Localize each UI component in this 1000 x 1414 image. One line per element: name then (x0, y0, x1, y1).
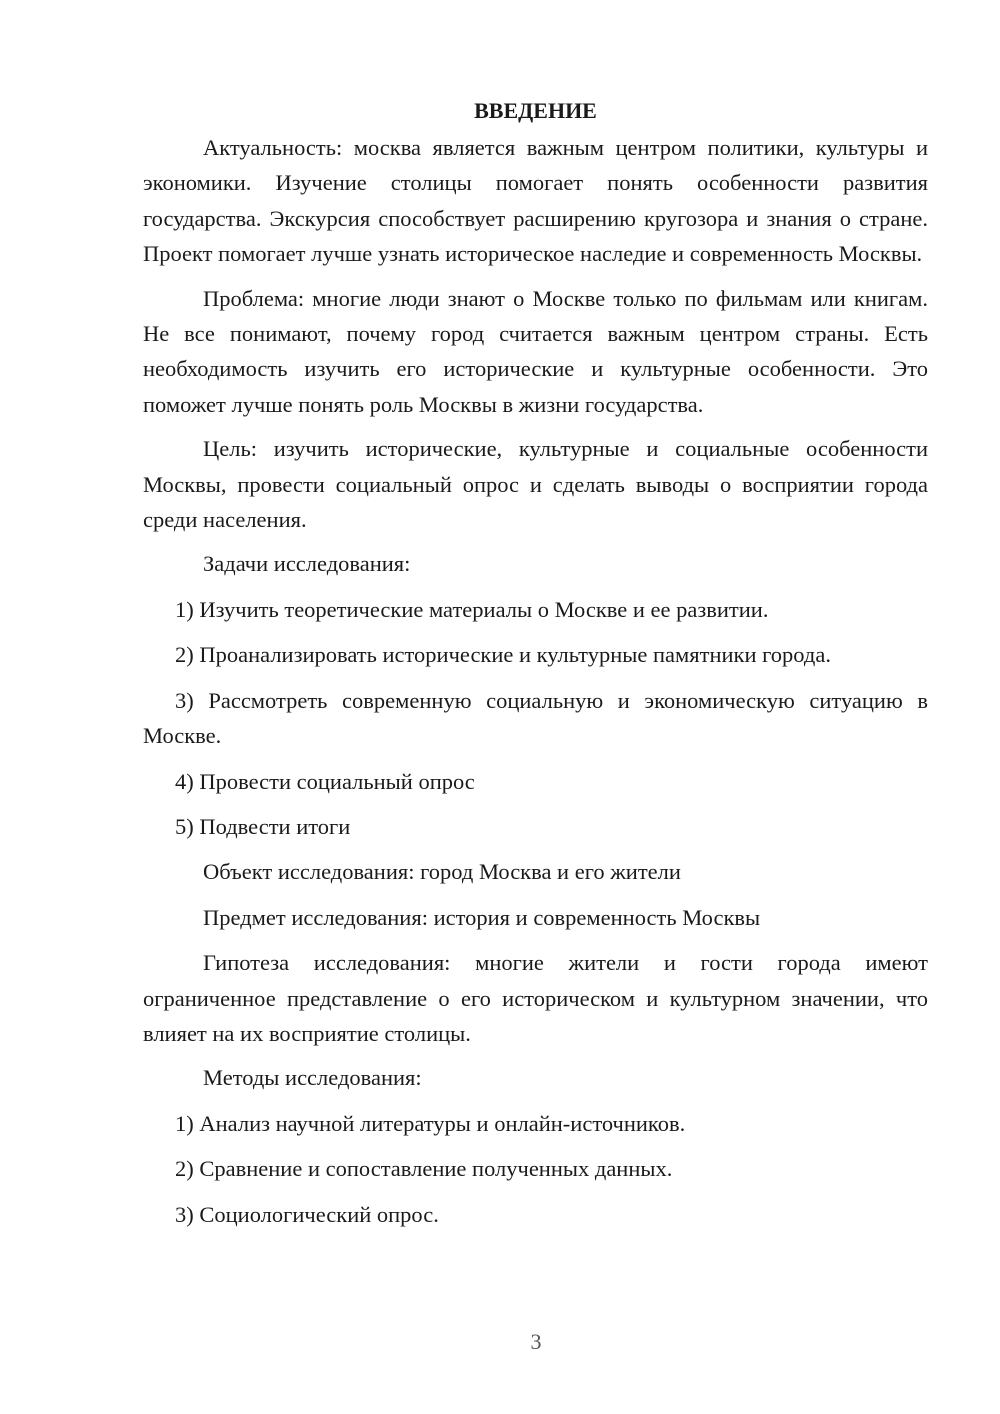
page-number: 3 (530, 1329, 542, 1354)
research-object: Объект исследования: город Москва и его жители (203, 859, 681, 885)
task-item: 2) Проанализировать исторические и культурные памятники города. (175, 642, 831, 668)
task-item: 4) Провести социальный опрос (175, 768, 475, 794)
method-item: 1) Анализ научной литературы и онлайн-источников. (175, 1110, 686, 1136)
task-item: 3) Рассмотреть современную социальную и экономическую ситуацию в Москве. (143, 687, 928, 749)
problem-paragraph: Проблема: многие люди знают о Москве только по фильмам или книгам. Не все понимают, почему город считается важным центром страны. Есть необходимость изучить его исторические и культурные особенности. Это поможет лучше понять роль Москвы в жизни государства. (143, 285, 928, 417)
tasks-heading: Задачи исследования: (203, 551, 411, 577)
task-item: 1) Изучить теоретические материалы о Москве и ее развитии. (175, 596, 769, 622)
relevance-paragraph: Актуальность: москва является важным центром политики, культуры и экономики. Изучение столицы помогает понять особенности развития государства. Экскурсия способствует расширению кругозора и знания о стране. Проект помогает лучше узнать историческое наследие и современность Москвы. (143, 135, 928, 267)
method-item: 3) Социологический опрос. (175, 1201, 439, 1227)
task-item: 5) Подвести итоги (175, 813, 351, 839)
goal-paragraph: Цель: изучить исторические, культурные и социальные особенности Москвы, провести социальный опрос и сделать выводы о восприятии города среди населения. (143, 436, 928, 533)
research-subject: Предмет исследования: история и современность Москвы (203, 904, 761, 930)
methods-heading: Методы исследования: (203, 1065, 422, 1091)
hypothesis-paragraph: Гипотеза исследования: многие жители и гости города имеют ограниченное представление о его историческом и культурном значении, что влияет на их восприятие столицы. (143, 950, 928, 1046)
document-page (143, 94, 928, 1242)
method-item: 2) Сравнение и сопоставление полученных данных. (175, 1156, 673, 1182)
page-title: ВВЕДЕНИЕ (474, 98, 597, 123)
